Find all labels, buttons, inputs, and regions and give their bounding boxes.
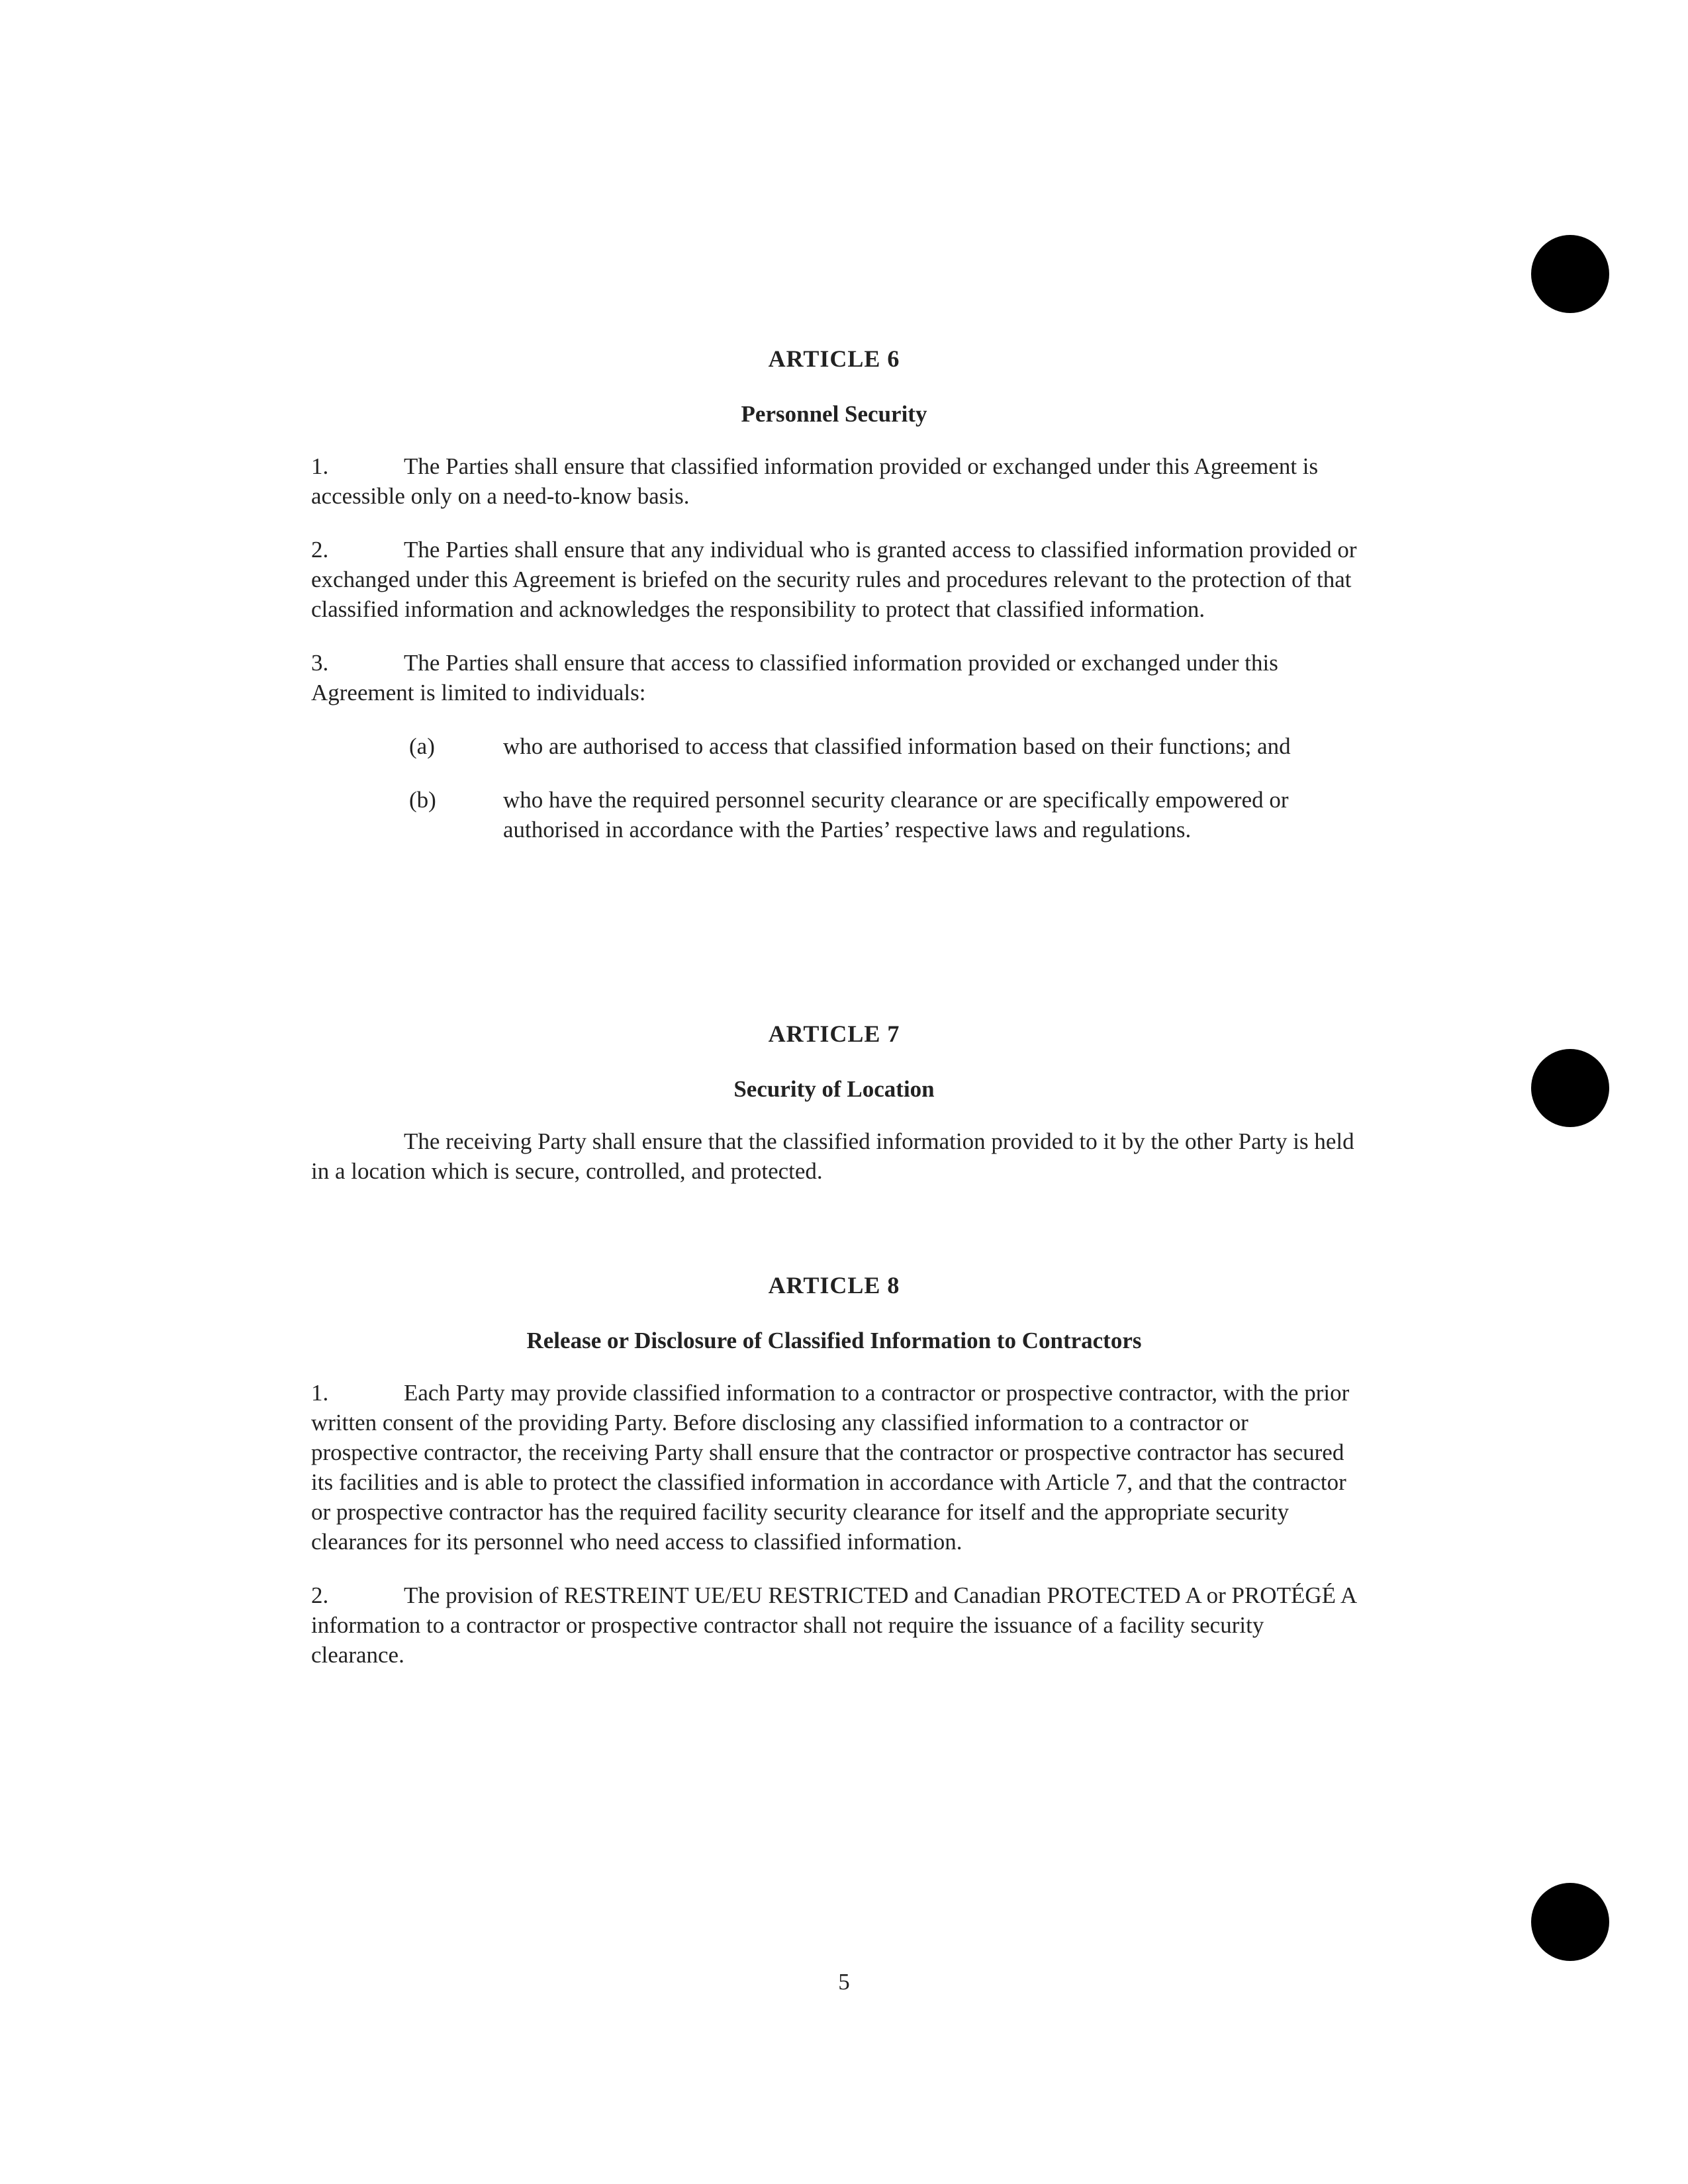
paragraph-number: 1. (311, 1380, 329, 1406)
paragraph-text: The Parties shall ensure that any individual who is granted access to classified information provided or exchanged under this Agreement is briefed on the security rules and procedures relevant to the protection of that classified information and acknowledges the responsibility to protect that classified information. (311, 537, 1357, 622)
paragraph-text: The Parties shall ensure that classified information provided or exchanged under this Agreement is accessible only on a need-to-know basis. (311, 453, 1319, 509)
paragraph-number: 2. (311, 537, 329, 563)
subitem (311, 731, 1357, 761)
paragraph-text: Each Party may provide classified information to a contractor or prospective contractor, with the prior written consent of the providing Party. Before disclosing any classified information to a contractor or prospective contractor, the receiving Party shall ensure that the contractor or prospective contractor has secured its facilities and is able to protect the classified information in accordance with Article 7, and that the contractor or prospective contractor has the required facility security clearance for itself and the appropriate security clearances for its personnel who need access to classified information. (311, 1380, 1350, 1555)
article-title: Release or Disclosure of Classified Information to Contractors (526, 1328, 1142, 1353)
subitem-text: who are authorised to access that classified information based on their functions; and (503, 733, 1291, 759)
article-6 (311, 344, 1357, 844)
paragraph (311, 451, 1357, 511)
article-title: Security of Location (733, 1076, 935, 1102)
paragraph (311, 1580, 1357, 1670)
punch-hole-middle (1531, 1049, 1609, 1127)
page-number: 5 (838, 1969, 850, 1995)
paragraph (311, 1378, 1357, 1557)
article-heading: ARTICLE 6 (768, 345, 900, 372)
paragraph-text: The receiving Party shall ensure that the classified information provided to it by the other Party is held in a location which is secure, controlled, and protected. (311, 1128, 1354, 1184)
article-heading: ARTICLE 7 (768, 1021, 900, 1047)
subitem (311, 785, 1357, 844)
paragraph (311, 648, 1357, 707)
article-8 (311, 1271, 1357, 1670)
punch-hole-top (1531, 235, 1609, 313)
paragraph (311, 535, 1357, 624)
paragraph-number: 1. (311, 453, 329, 479)
subitem-text: who have the required personnel security clearance or are specifically empowered or authorised in accordance with the Parties’ respective laws and regulations. (503, 787, 1289, 842)
paragraph-number: 3. (311, 650, 329, 676)
subitem-label: (b) (409, 787, 436, 813)
article-7 (311, 1019, 1357, 1186)
paragraph-text: The provision of RESTREINT UE/EU RESTRICTED and Canadian PROTECTED A or PROTÉGÉ A information to a contractor or prospective contractor shall not require the issuance of a facility security clearance. (311, 1582, 1356, 1668)
paragraph-text: The Parties shall ensure that access to classified information provided or exchanged under this Agreement is limited to individuals: (311, 650, 1278, 705)
article-title: Personnel Security (741, 401, 927, 427)
paragraph-number: 2. (311, 1582, 329, 1608)
article-heading: ARTICLE 8 (768, 1272, 900, 1298)
punch-hole-bottom (1531, 1883, 1609, 1961)
subitem-label: (a) (409, 733, 435, 759)
